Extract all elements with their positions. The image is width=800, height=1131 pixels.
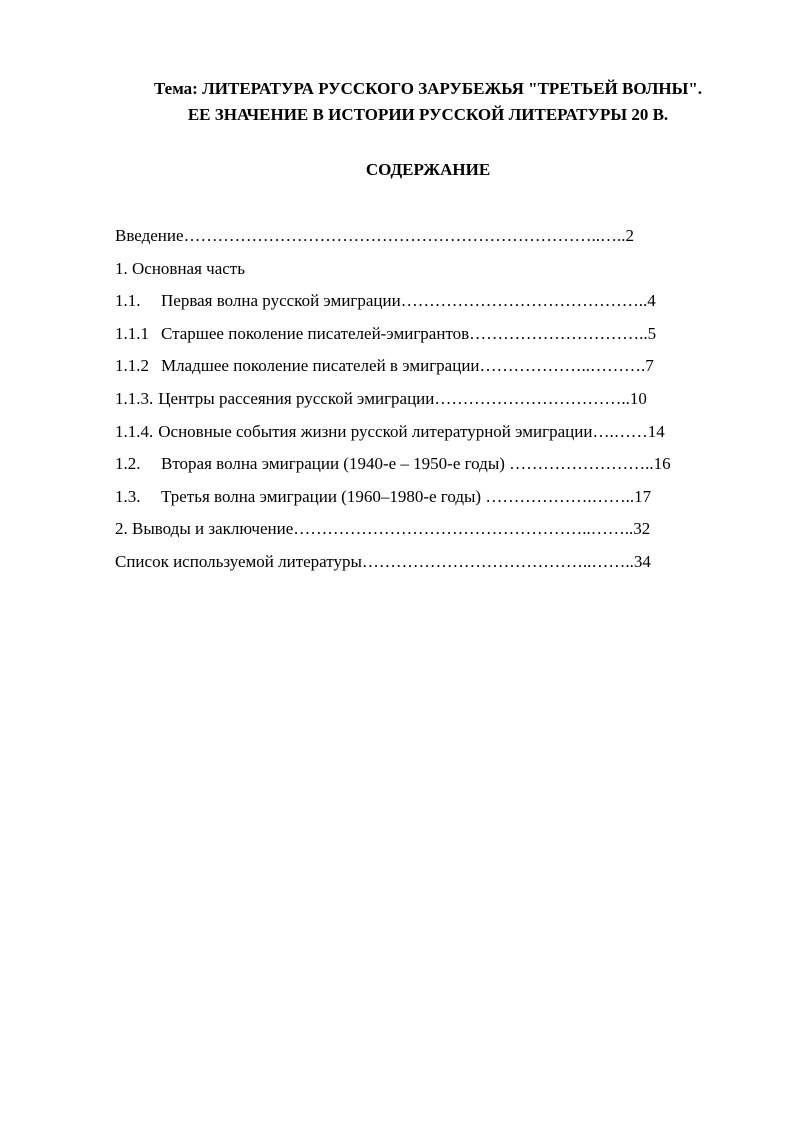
toc-entry <box>115 324 755 357</box>
table-of-contents <box>115 226 755 585</box>
toc-entry-number: 1.1.3. <box>115 388 154 408</box>
toc-entry <box>115 487 755 520</box>
toc-entry-text: Центры рассеяния русской эмиграции……………………………..10 <box>158 388 647 408</box>
toc-entry-text: 1. Основная часть <box>115 258 245 278</box>
toc-entry-text: Вторая волна эмиграции (1940-е – 1950-е годы) ……………………..16 <box>161 454 671 474</box>
toc-entry <box>115 422 755 455</box>
toc-entry-number: 1.1.2 <box>115 356 149 376</box>
toc-entry-text: Первая волна русской эмиграции……………………………………..4 <box>161 291 656 311</box>
toc-entry-text: 2. Выводы и заключение……………………………………………..……..32 <box>115 519 651 539</box>
toc-entry-number: 1.1. <box>115 291 141 311</box>
toc-entry-text: Третья волна эмиграции (1960–1980-е годы) ……………….……..17 <box>161 486 652 506</box>
toc-entry-text: Основные события жизни русской литературной эмиграции….……14 <box>158 421 665 441</box>
toc-entry <box>115 226 755 259</box>
toc-entry <box>115 291 755 324</box>
toc-entry <box>115 454 755 487</box>
document-title-line-2: ЕЕ ЗНАЧЕНИЕ В ИСТОРИИ РУССКОЙ ЛИТЕРАТУРЫ 20 В. <box>187 105 669 124</box>
toc-entry-number: 1.3. <box>115 486 141 506</box>
toc-entry-number: 1.2. <box>115 454 141 474</box>
toc-entry <box>115 389 755 422</box>
toc-entry-number: 1.1.4. <box>115 421 154 441</box>
toc-entry-text: Младшее поколение писателей в эмиграции………………..……….7 <box>161 356 654 376</box>
toc-entry <box>115 552 755 585</box>
toc-entry <box>115 259 755 292</box>
toc-entry-number: 1.1.1 <box>115 323 149 343</box>
toc-entry-text: Список используемой литературы…………………………………..……..34 <box>115 551 651 571</box>
toc-heading: СОДЕРЖАНИЕ <box>365 160 491 179</box>
toc-entry-text: Старшее поколение писателей-эмигрантов…………………………..5 <box>161 323 657 343</box>
toc-entry <box>115 519 755 552</box>
toc-entry <box>115 356 755 389</box>
document-title-line-1: Тема: ЛИТЕРАТУРА РУССКОГО ЗАРУБЕЖЬЯ "ТРЕТЬЕЙ ВОЛНЫ". <box>153 79 703 98</box>
toc-entry-text: Введение………………………………………………………………..…..2 <box>115 226 635 245</box>
